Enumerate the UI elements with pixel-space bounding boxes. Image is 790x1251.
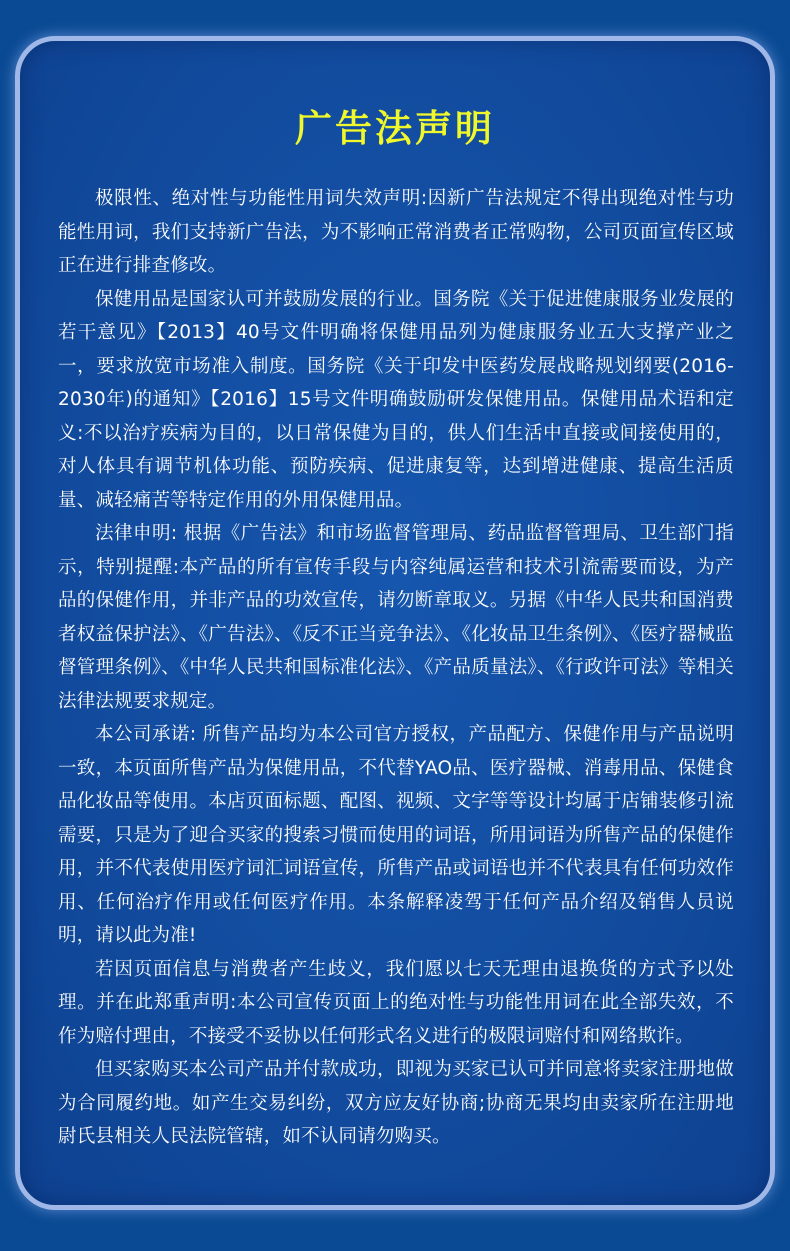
notice-card <box>15 36 775 1210</box>
paragraph-health-products: 保健用品是国家认可并鼓励发展的行业。国务院《关于促进健康服务业发展的若干意见》【2013】40号文件明确将保健用品列为健康服务业五大支撑产业之一，要求放宽市场准入制度。国务院《关于印发中医药发展战略规划纲要(2016-2030年)的通知》【2016】15号文件明确鼓励研发保健用品。保健用品术语和定义:不以治疗疾病为目的，以日常保健为目的，供人们生活中直接或间接使用的，对人体具有调节机体功能、预防疾病、促进康复等，达到增进健康、提高生活质量、减轻痛苦等特定作用的外用保健用品。 <box>58 288 734 511</box>
paragraph-company-commitment: 本公司承诺: 所售产品均为本公司官方授权，产品配方、保健作用与产品说明一致，本页面所售产品为保健用品，不代替YAO品、医疗器械、消毒用品、保健食品化妆品等使用。本店页面标题、配图、视频、文字等等设计均属于店铺装修引流需要，只是为了迎合买家的搜索习惯而使用的词语，所用词语为所售产品的保健作用，并不代表使用医疗词汇词语宣传，所售产品或词语也并不代表具有任何功效作用、任何治疗作用或任何医疗作用。本条解释凌驾于任何产品介绍及销售人员说明，请以此为准! <box>58 724 734 946</box>
paragraph-jurisdiction: 但买家购买本公司产品并付款成功，即视为买家已认可并同意将卖家注册地做为合同履约地。如产生交易纠纷，双方应友好协商;协商无果均由卖家所在注册地尉氏县相关人民法院管辖，如不认同请勿购买。 <box>58 1059 734 1147</box>
paragraph-absolute-terms: 极限性、绝对性与功能性用词失效声明:因新广告法规定不得出现绝对性与功能性用词，我们支持新广告法，为不影响正常消费者正常购物，公司页面宣传区域正在进行排查修改。 <box>58 188 734 276</box>
paragraph-return-policy: 若因页面信息与消费者产生歧义，我们愿以七天无理由退换货的方式予以处理。并在此郑重声明:本公司宣传页面上的绝对性与功能性用词在此全部失效，不作为赔付理由，不接受不妥协以任何形式名义进行的极限词赔付和网络欺诈。 <box>58 958 734 1047</box>
page-title: 广告法声明 <box>295 107 495 150</box>
notice-body <box>58 182 734 1154</box>
paragraph-legal-statement: 法律申明: 根据《广告法》和市场监督管理局、药品监督管理局、卫生部门指示，特别提醒:本产品的所有宣传手段与内容纯属运营和技术引流需要而设，为产品的保健作用，并非产品的功效宣传，请勿断章取义。另据《中华人民共和国消费者权益保护法》、《广告法》、《反不正当竞争法》、《化妆品卫生条例》、《医疗器械监督管理条例》、《中华人民共和国标准化法》、《产品质量法》、《行政许可法》等相关法律法规要求规定。 <box>58 523 734 712</box>
